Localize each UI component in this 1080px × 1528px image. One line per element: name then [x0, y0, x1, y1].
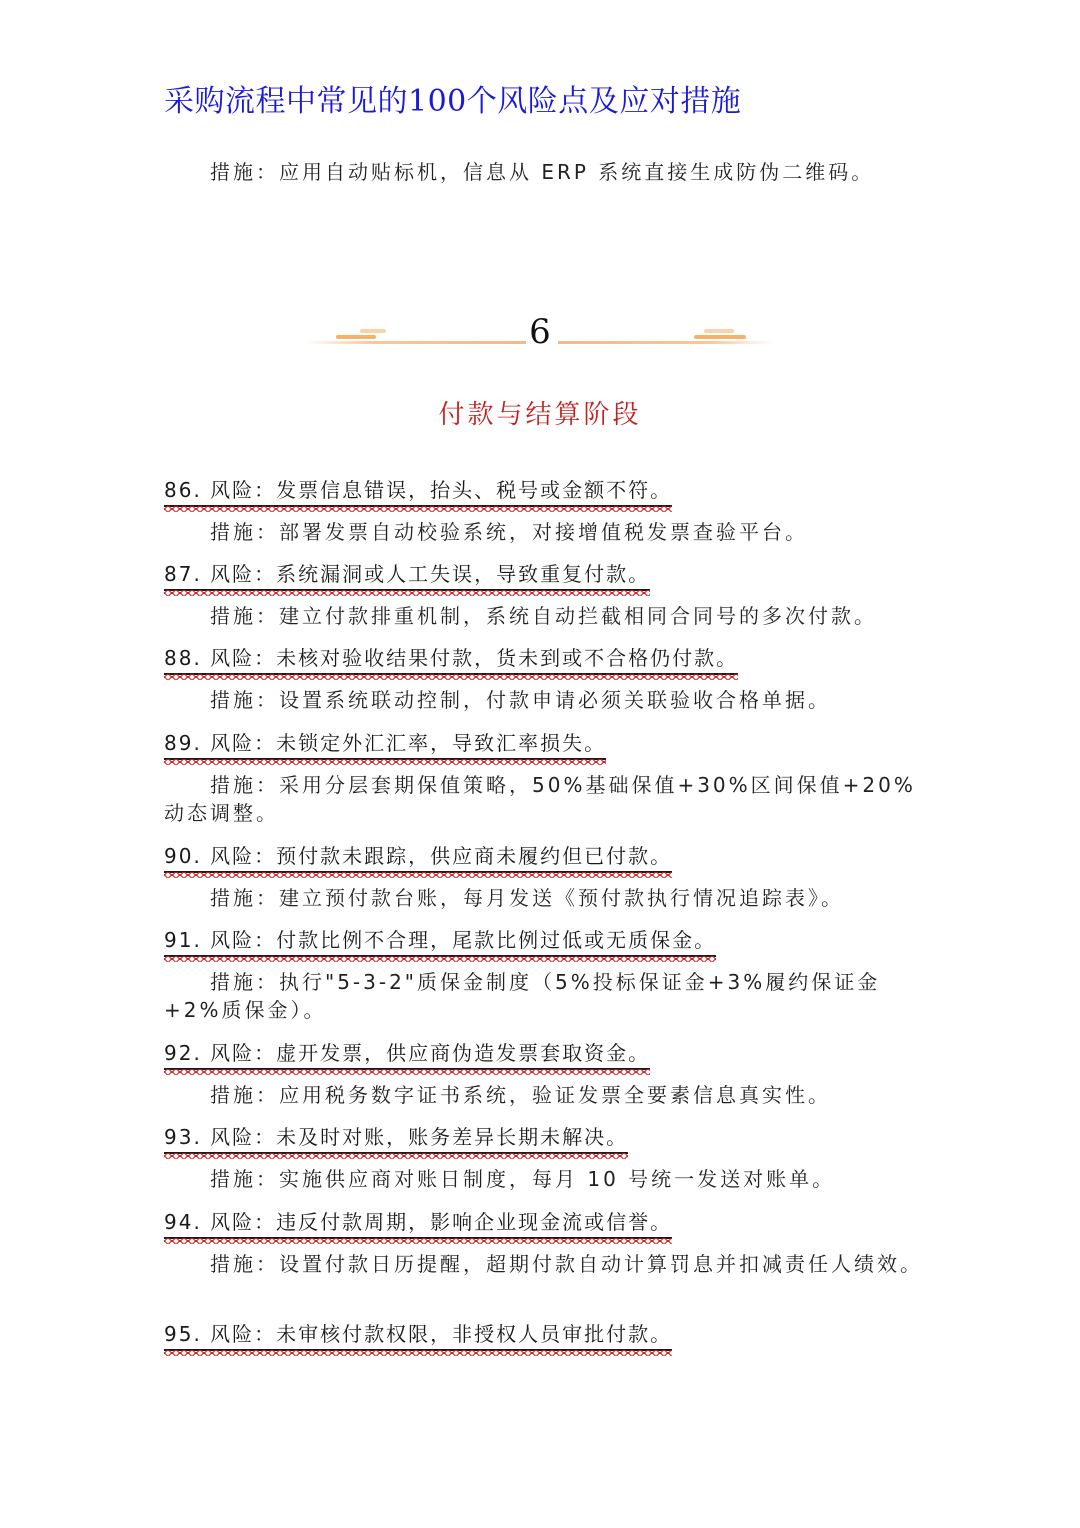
intro-measure: 措施：应用自动贴标机，信息从 ERP 系统直接生成防伪二维码。 [210, 160, 875, 184]
risk-item-87: 87. 风险：系统漏洞或人工失误，导致重复付款。 [164, 560, 650, 591]
wavy-underline [164, 506, 672, 512]
wavy-underline [164, 590, 650, 596]
section-divider [300, 310, 780, 360]
measure-item-91: 措施：执行"5-3-2"质保金制度（5%投标保证金+3%履约保证金+2%质保金）。 [164, 970, 881, 1022]
wavy-underline [164, 674, 738, 680]
wavy-underline [164, 956, 716, 962]
wavy-underline [164, 1238, 672, 1244]
measure-item-86: 措施：部署发票自动校验系统，对接增值税发票查验平台。 [210, 520, 808, 544]
measure-item-87: 措施：建立付款排重机制，系统自动拦截相同合同号的多次付款。 [210, 604, 877, 628]
risk-item-90: 90. 风险：预付款未跟踪，供应商未履约但已付款。 [164, 842, 672, 873]
section-number: 6 [529, 312, 551, 352]
measure-item-88: 措施：设置系统联动控制，付款申请必须关联验收合格单据。 [210, 688, 831, 712]
risk-item-88: 88. 风险：未核对验收结果付款，货未到或不合格仍付款。 [164, 644, 738, 675]
risk-item-91: 91. 风险：付款比例不合理，尾款比例过低或无质保金。 [164, 926, 716, 957]
wavy-underline [164, 1350, 672, 1356]
wavy-underline [164, 759, 606, 765]
measure-item-94: 措施：设置付款日历提醒，超期付款自动计算罚息并扣减责任人绩效。 [210, 1252, 923, 1276]
measure-item-90: 措施：建立预付款台账，每月发送《预付款执行情况追踪表》。 [210, 886, 844, 910]
measure-item-93: 措施：实施供应商对账日制度，每月 10 号统一发送对账单。 [210, 1167, 836, 1191]
document-title: 采购流程中常见的100个风险点及应对措施 [164, 84, 742, 119]
measure-item-89: 措施：采用分层套期保值策略，50%基础保值+30%区间保值+20%动态调整。 [164, 773, 916, 825]
risk-item-89: 89. 风险：未锁定外汇汇率，导致汇率损失。 [164, 729, 606, 760]
risk-item-95: 95. 风险：未审核付款权限，非授权人员审批付款。 [164, 1320, 672, 1351]
risk-item-94: 94. 风险：违反付款周期，影响企业现金流或信誉。 [164, 1208, 672, 1239]
wavy-underline [164, 1153, 628, 1159]
risk-item-93: 93. 风险：未及时对账，账务差异长期未解决。 [164, 1123, 628, 1154]
measure-item-92: 措施：应用税务数字证书系统，验证发票全要素信息真实性。 [210, 1083, 831, 1107]
wavy-underline [164, 1069, 650, 1075]
risk-item-86: 86. 风险：发票信息错误，抬头、税号或金额不符。 [164, 476, 672, 507]
risk-item-92: 92. 风险：虚开发票，供应商伪造发票套取资金。 [164, 1039, 650, 1070]
wavy-underline [164, 872, 672, 878]
section-title: 付款与结算阶段 [438, 400, 642, 430]
